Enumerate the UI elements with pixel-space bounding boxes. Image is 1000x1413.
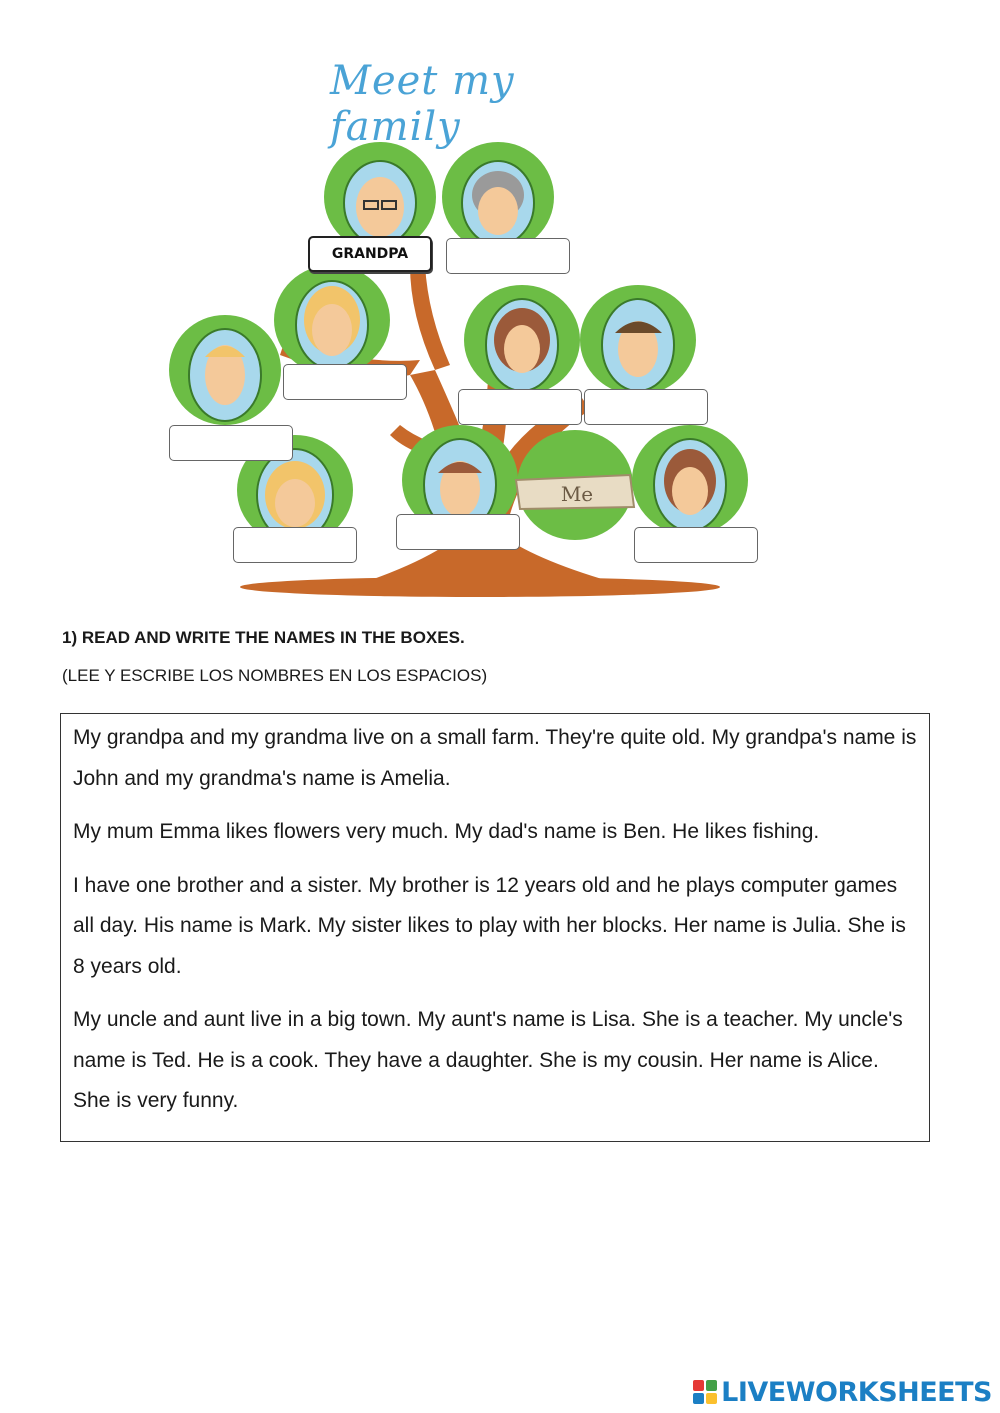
reading-paragraph: My uncle and aunt live in a big town. My aunt's name is Lisa. She is a teacher. My uncle's name is Ted. He is a cook. They have a daughter. She is my cousin. Her name is Alice. She is very funny.: [73, 1008, 903, 1112]
name-box-brother[interactable]: [396, 514, 520, 550]
portrait-dad: [580, 285, 696, 395]
portrait-grandma: [442, 142, 554, 252]
name-box-mum[interactable]: [458, 389, 582, 425]
reading-paragraph: My grandpa and my grandma live on a small farm. They're quite old. My grandpa's name is John and my grandma's name is Amelia.: [73, 726, 917, 790]
brand-square-yellow: [706, 1393, 717, 1404]
me-label: Me: [560, 482, 594, 506]
name-box-grandpa: GRANDPA: [308, 236, 432, 272]
worksheet-title: Meet my family: [330, 58, 515, 150]
instruction-spanish: (LEE Y ESCRIBE LOS NOMBRES EN LOS ESPACIOS): [62, 666, 488, 685]
liveworksheets-logo: [693, 1374, 992, 1410]
portrait-aunt: [274, 265, 390, 375]
name-box-dad[interactable]: [584, 389, 708, 425]
tree-branch-top: [410, 265, 450, 370]
name-box-sister[interactable]: [634, 527, 758, 563]
name-box-aunt[interactable]: [283, 364, 407, 400]
brand-text: LIVEWORKSHEETS: [721, 1376, 992, 1408]
instruction-english: 1) READ AND WRITE THE NAMES IN THE BOXES.: [62, 628, 465, 647]
brand-square-green: [706, 1380, 717, 1391]
reading-paragraph: My mum Emma likes flowers very much. My dad's name is Ben. He likes fishing.: [73, 820, 820, 843]
brand-square-red: [693, 1380, 704, 1391]
reading-text-box: [60, 713, 930, 1142]
name-box-uncle[interactable]: [169, 425, 293, 461]
brand-grid-icon: [693, 1380, 717, 1404]
portrait-mum: [464, 285, 580, 395]
brand-square-blue: [693, 1393, 704, 1404]
name-box-grandma[interactable]: [446, 238, 570, 274]
portrait-uncle: [169, 315, 281, 425]
reading-paragraph: I have one brother and a sister. My brother is 12 years old and he plays computer games all day. His name is Mark. My sister likes to play with her blocks. Her name is Julia. She is 8 years old.: [73, 873, 906, 978]
portrait-sister: [632, 425, 748, 535]
name-box-cousin[interactable]: [233, 527, 357, 563]
